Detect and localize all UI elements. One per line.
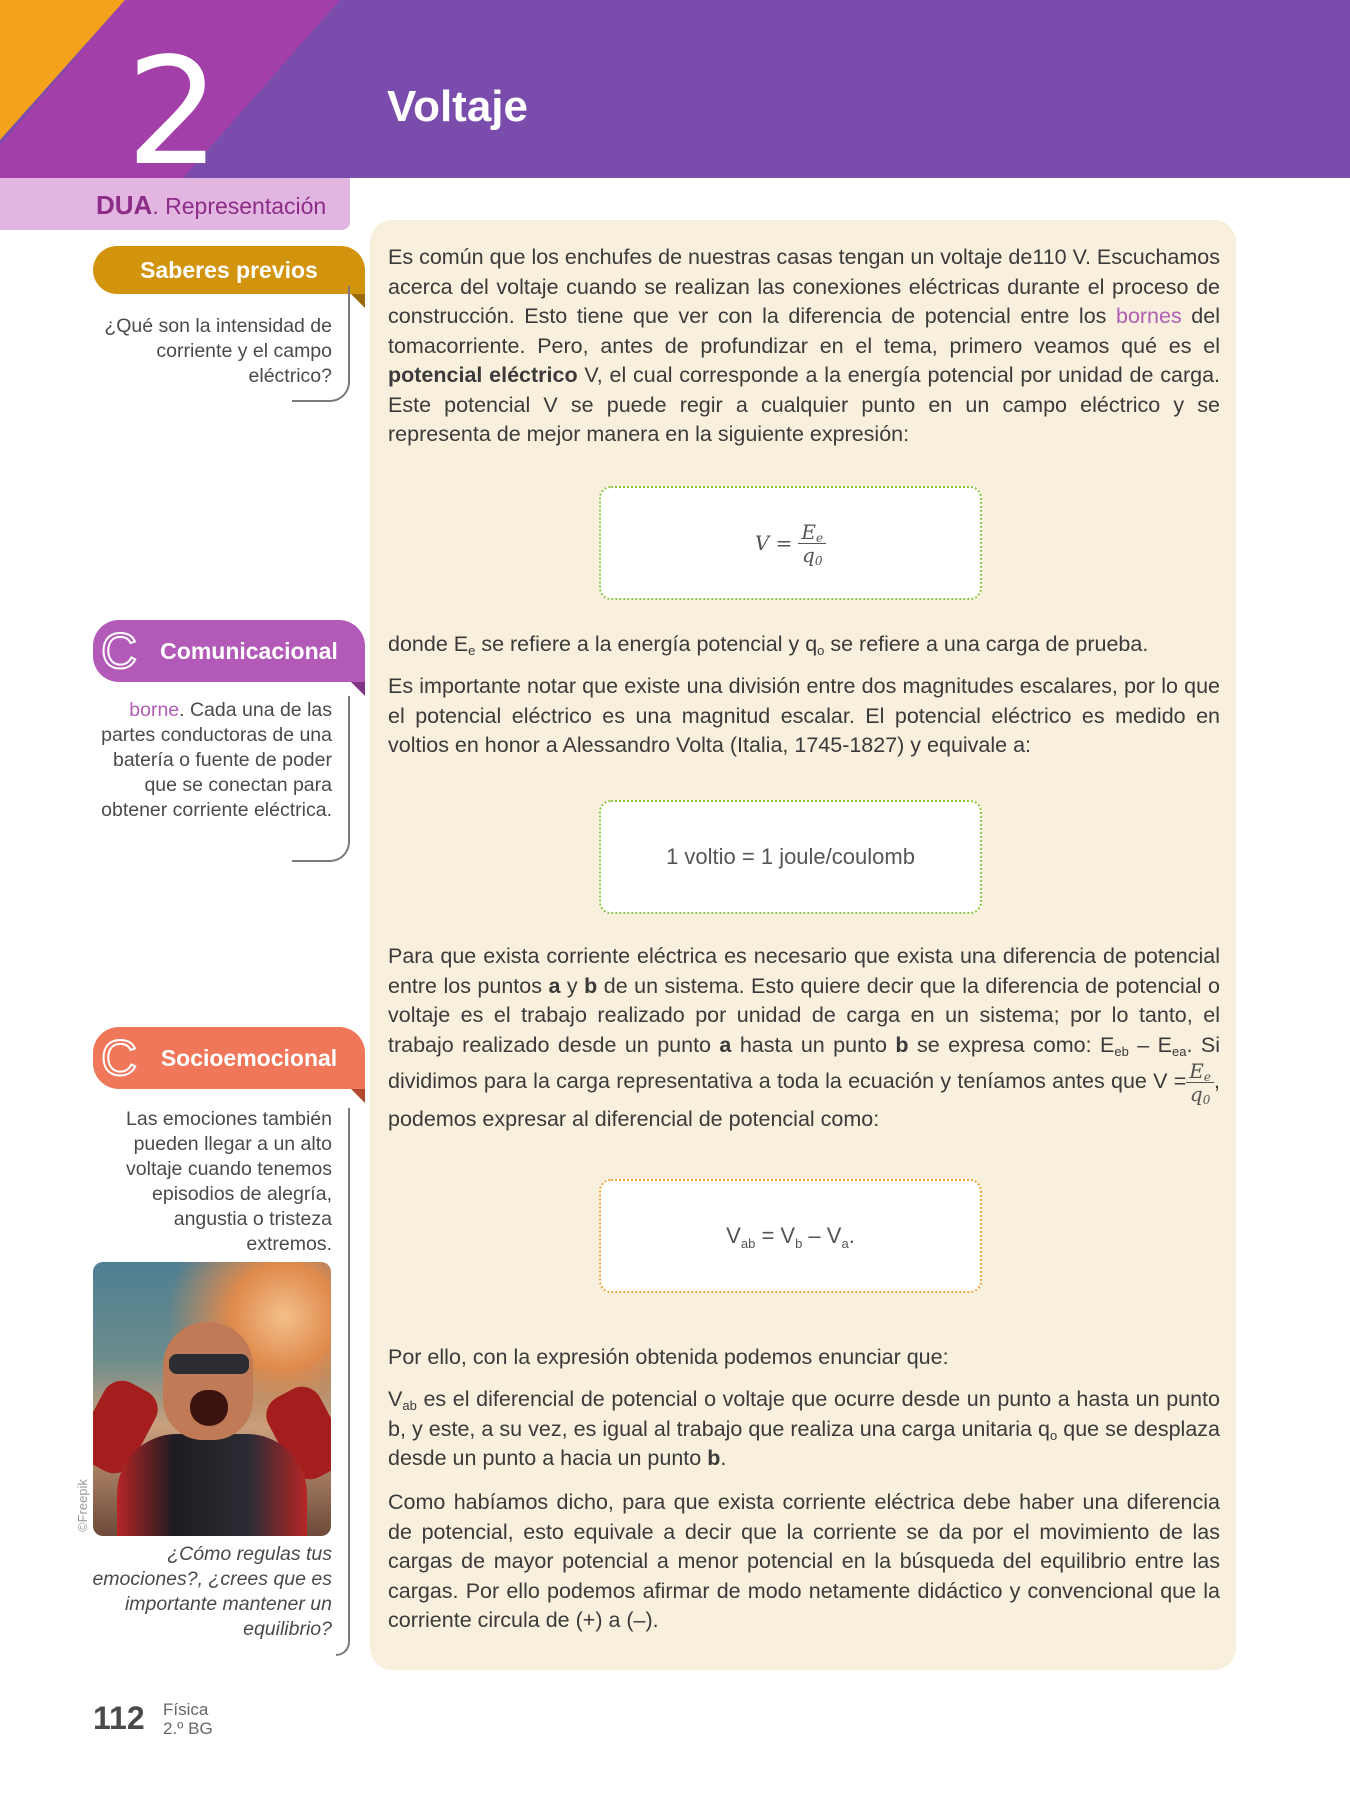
photo-credit: ©Freepik <box>75 1479 90 1532</box>
bornes-link[interactable]: bornes <box>1115 304 1182 328</box>
scalar-paragraph: Es importante notar que existe una división entre dos magnitudes escalares, por lo que el potencial eléctrico es una magnitud escalar. El potencial eléctrico es medido en voltios en honor a Alessandro Volta (Italia, 1745-1827) y equivale a: <box>388 674 1220 757</box>
inline-fraction: $\frac{E_e}{q_0}$ <box>1186 1060 1214 1105</box>
dua-band <box>0 178 350 230</box>
formula-lhs: V = <box>754 531 793 555</box>
chapter-number: 2 <box>126 26 221 178</box>
volt-definition: 1 voltio = 1 joule/coulomb <box>666 844 915 869</box>
potential-difference-formula: $V_{ab} = V_b - V_a$. <box>726 1223 855 1251</box>
socioemocional-header <box>93 1027 365 1089</box>
subject-label <box>163 1700 213 1738</box>
socioemocional-bracket <box>336 1108 350 1656</box>
socioemocional-text: Las emociones también pueden llegar a un alto voltaje cuando tenemos episodios de alegría, angustia o tristeza extremos. <box>126 1108 332 1255</box>
socioemocional-icon: C <box>101 1030 138 1086</box>
comunicacional-header <box>93 620 365 682</box>
saberes-bracket <box>292 286 350 402</box>
formula-fraction: $\frac{E_e}{q_0}$ <box>798 521 826 566</box>
page-number: 112 <box>93 1700 145 1736</box>
dua-label-bold: DUA <box>96 190 153 220</box>
current-direction-paragraph: Como habíamos dicho, para que exista corriente eléctrica debe haber una diferencia de potencial, esto equivale a decir que la corriente se da por el movimiento de las cargas de mayor potencial a menor potencial en la búsqueda del equilibrio entre las cargas. Por ello podemos afirmar de modo netamente didáctico y convencional que la corriente circula de (+) a (–). <box>388 1490 1220 1632</box>
potential-difference-box <box>599 1179 982 1293</box>
conclusion-intro: Por ello, con la expresión obtenida podemos enunciar que: <box>388 1345 949 1369</box>
glossary-definition: . Cada una de las partes conductoras de una batería o fuente de poder que se conectan para obtener corriente eléctrica. <box>101 699 332 821</box>
comunicacional-bracket <box>292 696 350 862</box>
difference-paragraph: Para que exista corriente eléctrica es necesario que exista una diferencia de potencial entre los puntos a y b de un sistema. Esto quiere decir que la diferencia de potencial o voltaje es el trabajo realizado por unidad de carga en un sistema; por lo tanto, el trabajo realizado desde un punto a hasta un punto b se expresa como: $E_{eb} - E_{ea}$. Si dividimos para la carga representativa a toda la ecuación y teníamos antes que V = $\frac{E_e}{q_0}$ , podemos expresar al diferencial de potencial como: <box>388 944 1220 1131</box>
chapter-header <box>0 0 1350 178</box>
socioemocional-question: ¿Cómo regulas tus emociones?, ¿crees que es importante mantener un equilibrio? <box>92 1543 332 1640</box>
saberes-previos-question: ¿Qué son la intensidad de corriente y el campo eléctrico? <box>104 315 332 387</box>
socioemocional-title: Socioemocional <box>160 1044 338 1071</box>
potential-formula-box <box>599 486 982 600</box>
potencial-electrico-term: potencial eléctrico <box>388 363 578 387</box>
intro-paragraph: Es común que los enchufes de nuestras casas tengan un voltaje de110 V. Escuchamos acerca del voltaje cuando se realizan las conexiones eléctricas durante el proceso de construcción. Esto tiene que ver con la diferencia de potencial entre los bornes del tomacorriente. Pero, antes de profundizar en el tema, primero veamos qué es el potencial eléctrico V, el cual corresponde a la energía potencial por unidad de carga. Este potencial V se puede regir a cualquier punto en un campo eléctrico y se representa de mejor manera en la siguiente expresión: <box>388 245 1220 446</box>
dua-label <box>96 190 326 221</box>
comunicacional-title: Comunicacional <box>160 637 338 664</box>
glossary-term: borne <box>129 699 180 721</box>
volt-definition-box <box>599 800 982 914</box>
subject-name: Física <box>163 1700 209 1719</box>
excited-driver-photo <box>93 1262 331 1536</box>
dua-label-rest: . Representación <box>152 193 327 219</box>
grade-label: 2.º BG <box>163 1719 213 1738</box>
saberes-previos-title: Saberes previos <box>140 256 318 283</box>
page-title: Voltaje <box>387 82 529 131</box>
comunicacional-icon: C <box>101 623 138 679</box>
vab-paragraph: $V_{ab}$ es el diferencial de potencial o voltaje que ocurre desde un punto a hasta un punto b, y este, a su vez, es igual al trabajo que realiza una carga unitaria $q_o$ que se desplaza desde un punto a hacia un punto b. <box>388 1387 1220 1470</box>
definition-paragraph: donde $E_e$ se refiere a la energía potencial y $q_o$ se refiere a una carga de prueba. <box>388 632 1149 658</box>
